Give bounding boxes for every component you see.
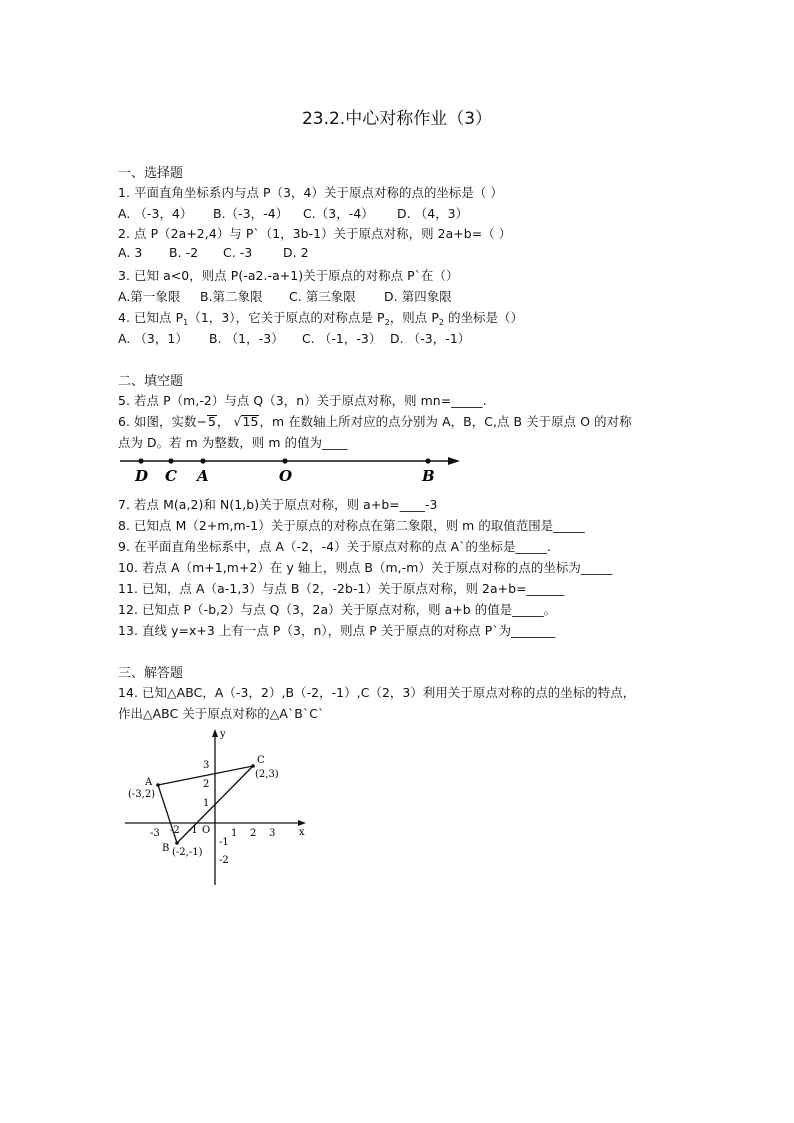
option-b: B. -2 bbox=[169, 245, 199, 260]
section-heading-solve: 三、解答题 bbox=[118, 666, 184, 681]
q6-text-a: 6. 如图，实数− bbox=[118, 414, 207, 429]
q4-sub-1: 1 bbox=[183, 318, 189, 327]
y-tick-1: 1 bbox=[203, 798, 210, 809]
point-d bbox=[138, 458, 143, 463]
point-c bbox=[168, 458, 173, 463]
sqrt-15: 15 bbox=[242, 414, 259, 429]
option-b: B.（-3，-4） bbox=[213, 206, 289, 221]
question-3-options bbox=[118, 287, 452, 305]
question-4-options bbox=[118, 329, 470, 347]
option-d: D. 2 bbox=[283, 245, 309, 260]
x-tick-neg1: -1 bbox=[188, 825, 198, 836]
option-a: A. 3 bbox=[118, 245, 143, 260]
option-d: D. （-3，-1） bbox=[390, 331, 471, 346]
vertex-b bbox=[175, 841, 179, 845]
label-b: B bbox=[422, 467, 435, 485]
option-d: D. （4，3） bbox=[397, 206, 469, 221]
question-2: 2. 点 P（2a+2,4）与 P`（1，3b-1）关于原点对称，则 2a+b=（ ） bbox=[118, 226, 512, 241]
page-title: 23.2.中心对称作业（3） bbox=[301, 109, 493, 129]
option-c: C. -3 bbox=[223, 245, 253, 260]
question-5: 5. 若点 P（m,-2）与点 Q（3，n）关于原点对称，则 mn=_____. bbox=[118, 393, 487, 408]
q6-text-c: ，m 在数轴上所对应的点分别为 A，B，C,点 B 关于原点 O 的对称 bbox=[259, 414, 632, 429]
question-11: 11. 已知，点 A（a-1,3）与点 B（2，-2b-1）关于原点对称，则 2a+b=______ bbox=[118, 581, 565, 596]
label-o: O bbox=[279, 467, 293, 485]
q4-text-d: 的坐标是（） bbox=[444, 310, 524, 325]
label-a: A bbox=[197, 467, 209, 485]
question-1-options bbox=[118, 204, 468, 222]
sqrt-5: 5 bbox=[208, 414, 216, 429]
point-b bbox=[425, 458, 430, 463]
label-a: A bbox=[145, 777, 153, 788]
coordinate-graph bbox=[120, 725, 320, 890]
option-a: A. （-3，4） bbox=[118, 206, 193, 221]
label-b-coord: (-2,-1) bbox=[172, 847, 203, 858]
q4-text-a: 4. 已知点 P bbox=[118, 310, 184, 325]
question-10: 10. 若点 A（m+1,m+2）在 y 轴上，则点 B（m,-m）关于原点对称的点的坐标为_____ bbox=[118, 560, 613, 575]
option-c: C.（3，-4） bbox=[303, 206, 374, 221]
option-c: C. 第三象限 bbox=[289, 289, 356, 304]
y-tick-neg1: -1 bbox=[219, 837, 229, 848]
point-a bbox=[200, 458, 205, 463]
question-12: 12. 已知点 P（-b,2）与点 Q（3，2a）关于原点对称，则 a+b 的值是_____。 bbox=[118, 602, 557, 617]
question-6: 6. 如图，实数−5， √15，m 在数轴上所对应的点分别为 A，B，C,点 B 关于原点 O 的对称 bbox=[118, 414, 632, 429]
vertex-c bbox=[251, 764, 255, 768]
question-3: 3. 已知 a<0，则点 P(-a2.-a+1)关于原点的对称点 P`在（） bbox=[118, 268, 459, 283]
label-c-coord: (2,3) bbox=[255, 769, 279, 780]
x-tick-3: 3 bbox=[269, 828, 276, 839]
arrow-right-icon bbox=[448, 457, 460, 465]
x-axis-label: x bbox=[299, 827, 305, 838]
label-d: D bbox=[135, 467, 149, 485]
x-arrow-icon bbox=[298, 820, 306, 826]
vertex-a bbox=[156, 783, 160, 787]
q4-sub-3: 2 bbox=[438, 318, 445, 327]
q4-sub-2: 2 bbox=[384, 318, 390, 327]
question-9: 9. 在平面直角坐标系中，点 A（-2，-4）关于原点对称的点 A`的坐标是_____. bbox=[118, 539, 551, 554]
label-b: B bbox=[162, 843, 170, 854]
option-d: D. 第四象限 bbox=[384, 289, 452, 304]
x-tick-neg2: -2 bbox=[170, 825, 180, 836]
question-1: 1. 平面直角坐标系内与点 P（3，4）关于原点对称的点的坐标是（ ） bbox=[118, 185, 503, 200]
question-2-options bbox=[118, 245, 309, 260]
question-4 bbox=[118, 308, 523, 327]
option-b: B.第二象限 bbox=[200, 289, 263, 304]
x-tick-1: 1 bbox=[231, 828, 238, 839]
option-b: B. （1，-3） bbox=[209, 331, 284, 346]
section-heading-choice: 一、选择题 bbox=[118, 166, 184, 181]
section-heading-fill: 二、填空题 bbox=[118, 374, 184, 389]
label-a-coord: (-3,2) bbox=[128, 789, 156, 800]
question-7: 7. 若点 M(a,2)和 N(1,b)关于原点对称，则 a+b=____-3 bbox=[118, 497, 438, 512]
q4-text-c: ，则点 P bbox=[389, 310, 439, 325]
label-c: C bbox=[165, 467, 177, 485]
y-axis-label: y bbox=[220, 729, 226, 740]
label-c: C bbox=[257, 755, 265, 766]
y-arrow-icon bbox=[212, 729, 218, 737]
option-a: A. （3，1） bbox=[118, 331, 188, 346]
x-tick-neg3: -3 bbox=[150, 828, 160, 839]
number-line bbox=[115, 449, 465, 489]
option-c: C. （-1，-3） bbox=[302, 331, 382, 346]
question-6-line2: 点为 D。若 m 为整数，则 m 的值为____ bbox=[118, 435, 348, 450]
point-o bbox=[282, 458, 287, 463]
option-a: A.第一象限 bbox=[118, 289, 181, 304]
question-14-line2: 作出△ABC 关于原点对称的△A`B`C` bbox=[118, 706, 325, 721]
question-13: 13. 直线 y=x+3 上有一点 P（3，n），则点 P 关于原点的对称点 P`为_______ bbox=[118, 623, 556, 638]
x-tick-2: 2 bbox=[250, 828, 257, 839]
origin-label: O bbox=[202, 825, 211, 836]
q4-text-b: （1，3），它关于原点的对称点是 P bbox=[188, 310, 385, 325]
y-tick-2: 2 bbox=[203, 779, 210, 790]
question-14: 14. 已知△ABC，A（-3，2）,B（-2，-1）,C（2，3）利用关于原点对称的点的坐标的特点， bbox=[118, 685, 636, 700]
y-tick-3: 3 bbox=[203, 760, 210, 771]
q6-text-b: ， bbox=[216, 414, 230, 429]
question-8: 8. 已知点 M（2+m,m-1）关于原点的对称点在第二象限，则 m 的取值范围是_____ bbox=[118, 518, 585, 533]
y-tick-neg2: -2 bbox=[219, 855, 229, 866]
